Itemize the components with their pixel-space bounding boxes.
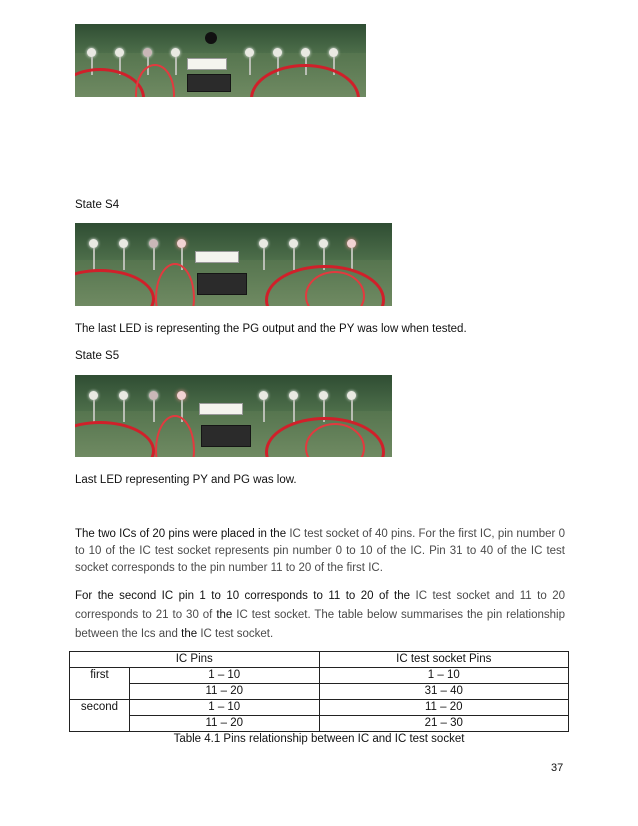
paragraph-ic-placement-part1: The two ICs of 20 pins were placed in the	[75, 528, 287, 540]
table-cell-ic-pins: 1 – 10	[129, 700, 319, 716]
table-cell-ic	[70, 684, 130, 700]
table-cell-socket-pins: 31 – 40	[319, 684, 568, 700]
page-number: 37	[551, 762, 564, 774]
state-s5-heading: State S5	[75, 350, 120, 362]
paragraph-ic-placement-part2: IC test socket of 40 pins. For the first IC, pin number 0 to 10 of the IC test socket represents pin number 0 to 10 of the IC. Pin 31 to 40 of the IC test socket corresponds to the pin number 11 to 20 of the first IC.	[75, 528, 565, 574]
table-cell-ic: second	[70, 700, 130, 716]
led-board-photo-s3	[75, 24, 366, 97]
state-s5-description: Last LED representing PY and PG was low.	[75, 474, 297, 486]
state-s4-heading: State S4	[75, 199, 120, 211]
table-cell-ic-pins: 11 – 20	[129, 684, 319, 700]
paragraph-second-ic	[75, 587, 565, 644]
paragraph-second-ic-part1: For the second IC pin 1 to 10 corresponds to 11 to 20 of the	[75, 590, 411, 602]
paragraph-second-ic-part2: IC test socket and 11 to 20 corresponds to 21 to 30 of	[75, 590, 565, 621]
table-cell-socket-pins: 1 – 10	[319, 668, 568, 684]
paragraph-second-ic-part4: IC test socket. The table below summarises the pin relationship between the Ics and	[75, 609, 565, 640]
paragraph-second-ic-part5: the	[177, 628, 198, 640]
pin-relationship-table	[69, 651, 569, 732]
table-row	[70, 668, 569, 684]
paragraph-second-ic-part6: IC test socket.	[197, 628, 274, 640]
table-cell-ic-pins: 11 – 20	[129, 716, 319, 732]
header-ic-pins: IC Pins	[70, 652, 320, 668]
paragraph-ic-placement	[75, 526, 565, 577]
table-cell-ic: first	[70, 668, 130, 684]
table-row	[70, 716, 569, 732]
state-s4-description: The last LED is representing the PG output and the PY was low when tested.	[75, 323, 467, 335]
led-board-photo-s4	[75, 223, 392, 306]
table-row	[70, 700, 569, 716]
header-socket-pins: IC test socket Pins	[319, 652, 568, 668]
table-cell-ic-pins: 1 – 10	[129, 668, 319, 684]
table-cell-socket-pins: 21 – 30	[319, 716, 568, 732]
led-board-photo-s5	[75, 375, 392, 457]
paragraph-second-ic-part3: the	[212, 609, 233, 621]
table-cell-ic	[70, 716, 130, 732]
table-cell-socket-pins: 11 – 20	[319, 700, 568, 716]
table-header-row	[70, 652, 569, 668]
table-row	[70, 684, 569, 700]
table-caption: Table 4.1 Pins relationship between IC and IC test socket	[173, 733, 465, 745]
